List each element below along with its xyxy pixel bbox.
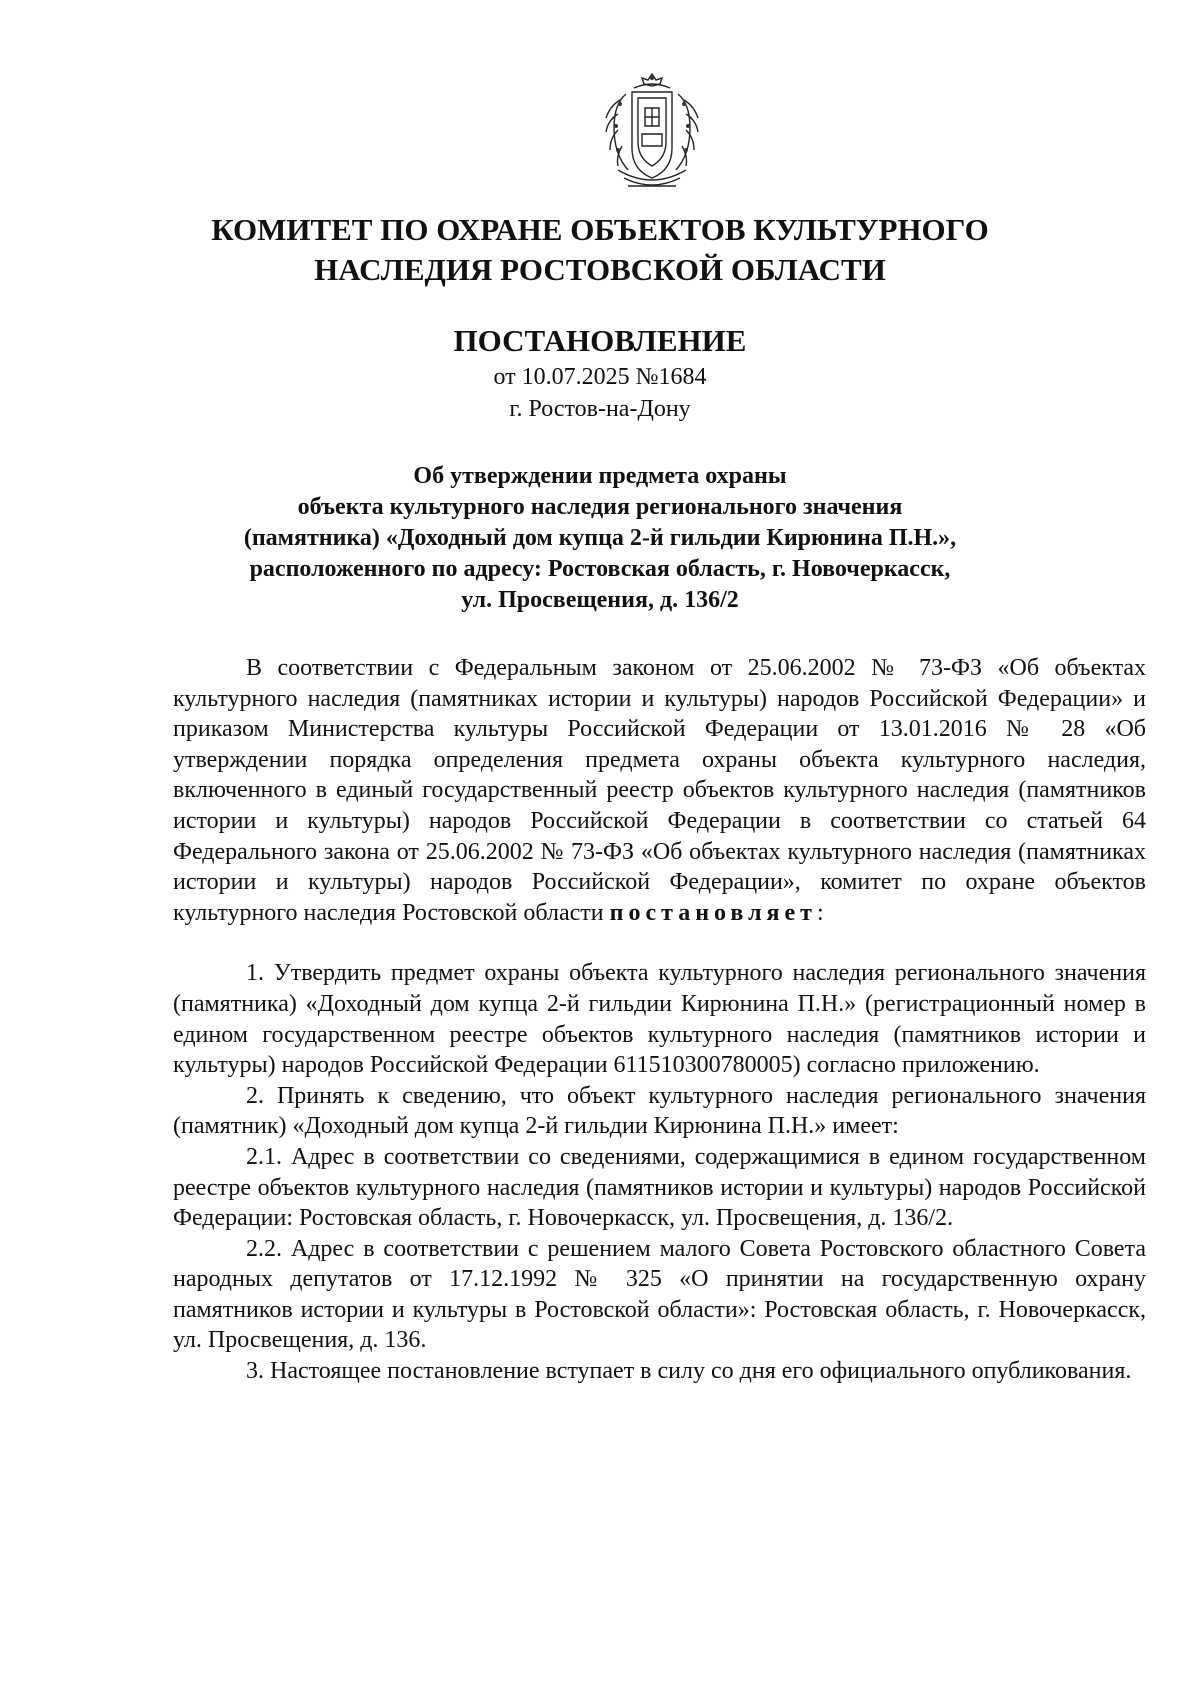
resolves-word: постановляет (609, 899, 817, 926)
title-line-5: ул. Просвещения, д. 136/2 (461, 587, 739, 613)
title-line-3: (памятника) «Доходный дом купца 2-й гильдии Кирюнина П.Н.», (243, 525, 957, 551)
title-line-1: Об утверждении предмета охраны (413, 463, 787, 489)
document-body (173, 653, 1146, 1387)
title-line-4: расположенного по адресу: Ростовская область, г. Новочеркасск, (249, 556, 951, 582)
clause-2-2: 2.2. Адрес в соответствии с решением малого Совета Ростовского областного Совета народных депутатов от 17.12.1992 № 325 «О принятии на государственную охрану памятников истории и культуры в Ростовской области»: Ростовская область, г. Новочеркасск, ул. Просвещения, д. 136. (173, 1235, 1146, 1354)
document-date-number: от 10.07.2025 №1684 (493, 364, 707, 390)
coat-of-arms-icon (598, 70, 706, 196)
resolves-colon: : (816, 899, 824, 926)
organization-name-line-2: НАСЛЕДИЯ РОСТОВСКОЙ ОБЛАСТИ (314, 252, 886, 287)
document-city: г. Ростов-на-Дону (509, 396, 691, 422)
document-title (150, 461, 1050, 616)
preamble-text: В соответствии с Федеральным законом от 25.06.2002 № 73-ФЗ «Об объектах культурного наследия (памятниках истории и культуры) народов Российской Федерации» и приказом Министерства культуры Российской Федерации от 13.01.2016 № 28 «Об утверждении порядка определения предмета охраны объекта культурного наследия, включенного в единый государственный реестр объектов культурного наследия (памятников истории и культуры) народов Российской Федерации в соответствии со статьей 64 Федерального закона от 25.06.2002 № 73-ФЗ «Об объектах культурного наследия (памятниках истории и культуры) народов Российской Федерации», комитет по охране объектов культурного наследия Ростовской области (173, 655, 1146, 926)
clause-3: 3. Настоящее постановление вступает в силу со дня его официального опубликования. (246, 1358, 1132, 1385)
organization-name (150, 210, 1050, 290)
clause-2-1: 2.1. Адрес в соответствии со сведениями, содержащимися в едином государственном реестре объектов культурного наследия (памятников истории и культуры) народов Российской Федерации: Ростовская область, г. Новочеркасск, ул. Просвещения, д. 136/2. (173, 1143, 1146, 1232)
document-type: ПОСТАНОВЛЕНИЕ (453, 323, 747, 358)
preamble-paragraph (173, 653, 1146, 928)
title-line-2: объекта культурного наследия регионального значения (297, 494, 903, 520)
clause-1: 1. Утвердить предмет охраны объекта культурного наследия регионального значения (памятника) «Доходный дом купца 2-й гильдии Кирюнина П.Н.» (регистрационный номер в едином государственном реестре объектов культурного наследия (памятников истории и культуры) народов Российской Федерации 611510300780005) согласно приложению. (173, 960, 1146, 1079)
clause-2: 2. Принять к сведению, что объект культурного наследия регионального значения (памятник) «Доходный дом купца 2-й гильдии Кирюнина П.Н.» имеет: (173, 1082, 1146, 1140)
organization-name-line-1: КОМИТЕТ ПО ОХРАНЕ ОБЪЕКТОВ КУЛЬТУРНОГО (211, 212, 989, 247)
